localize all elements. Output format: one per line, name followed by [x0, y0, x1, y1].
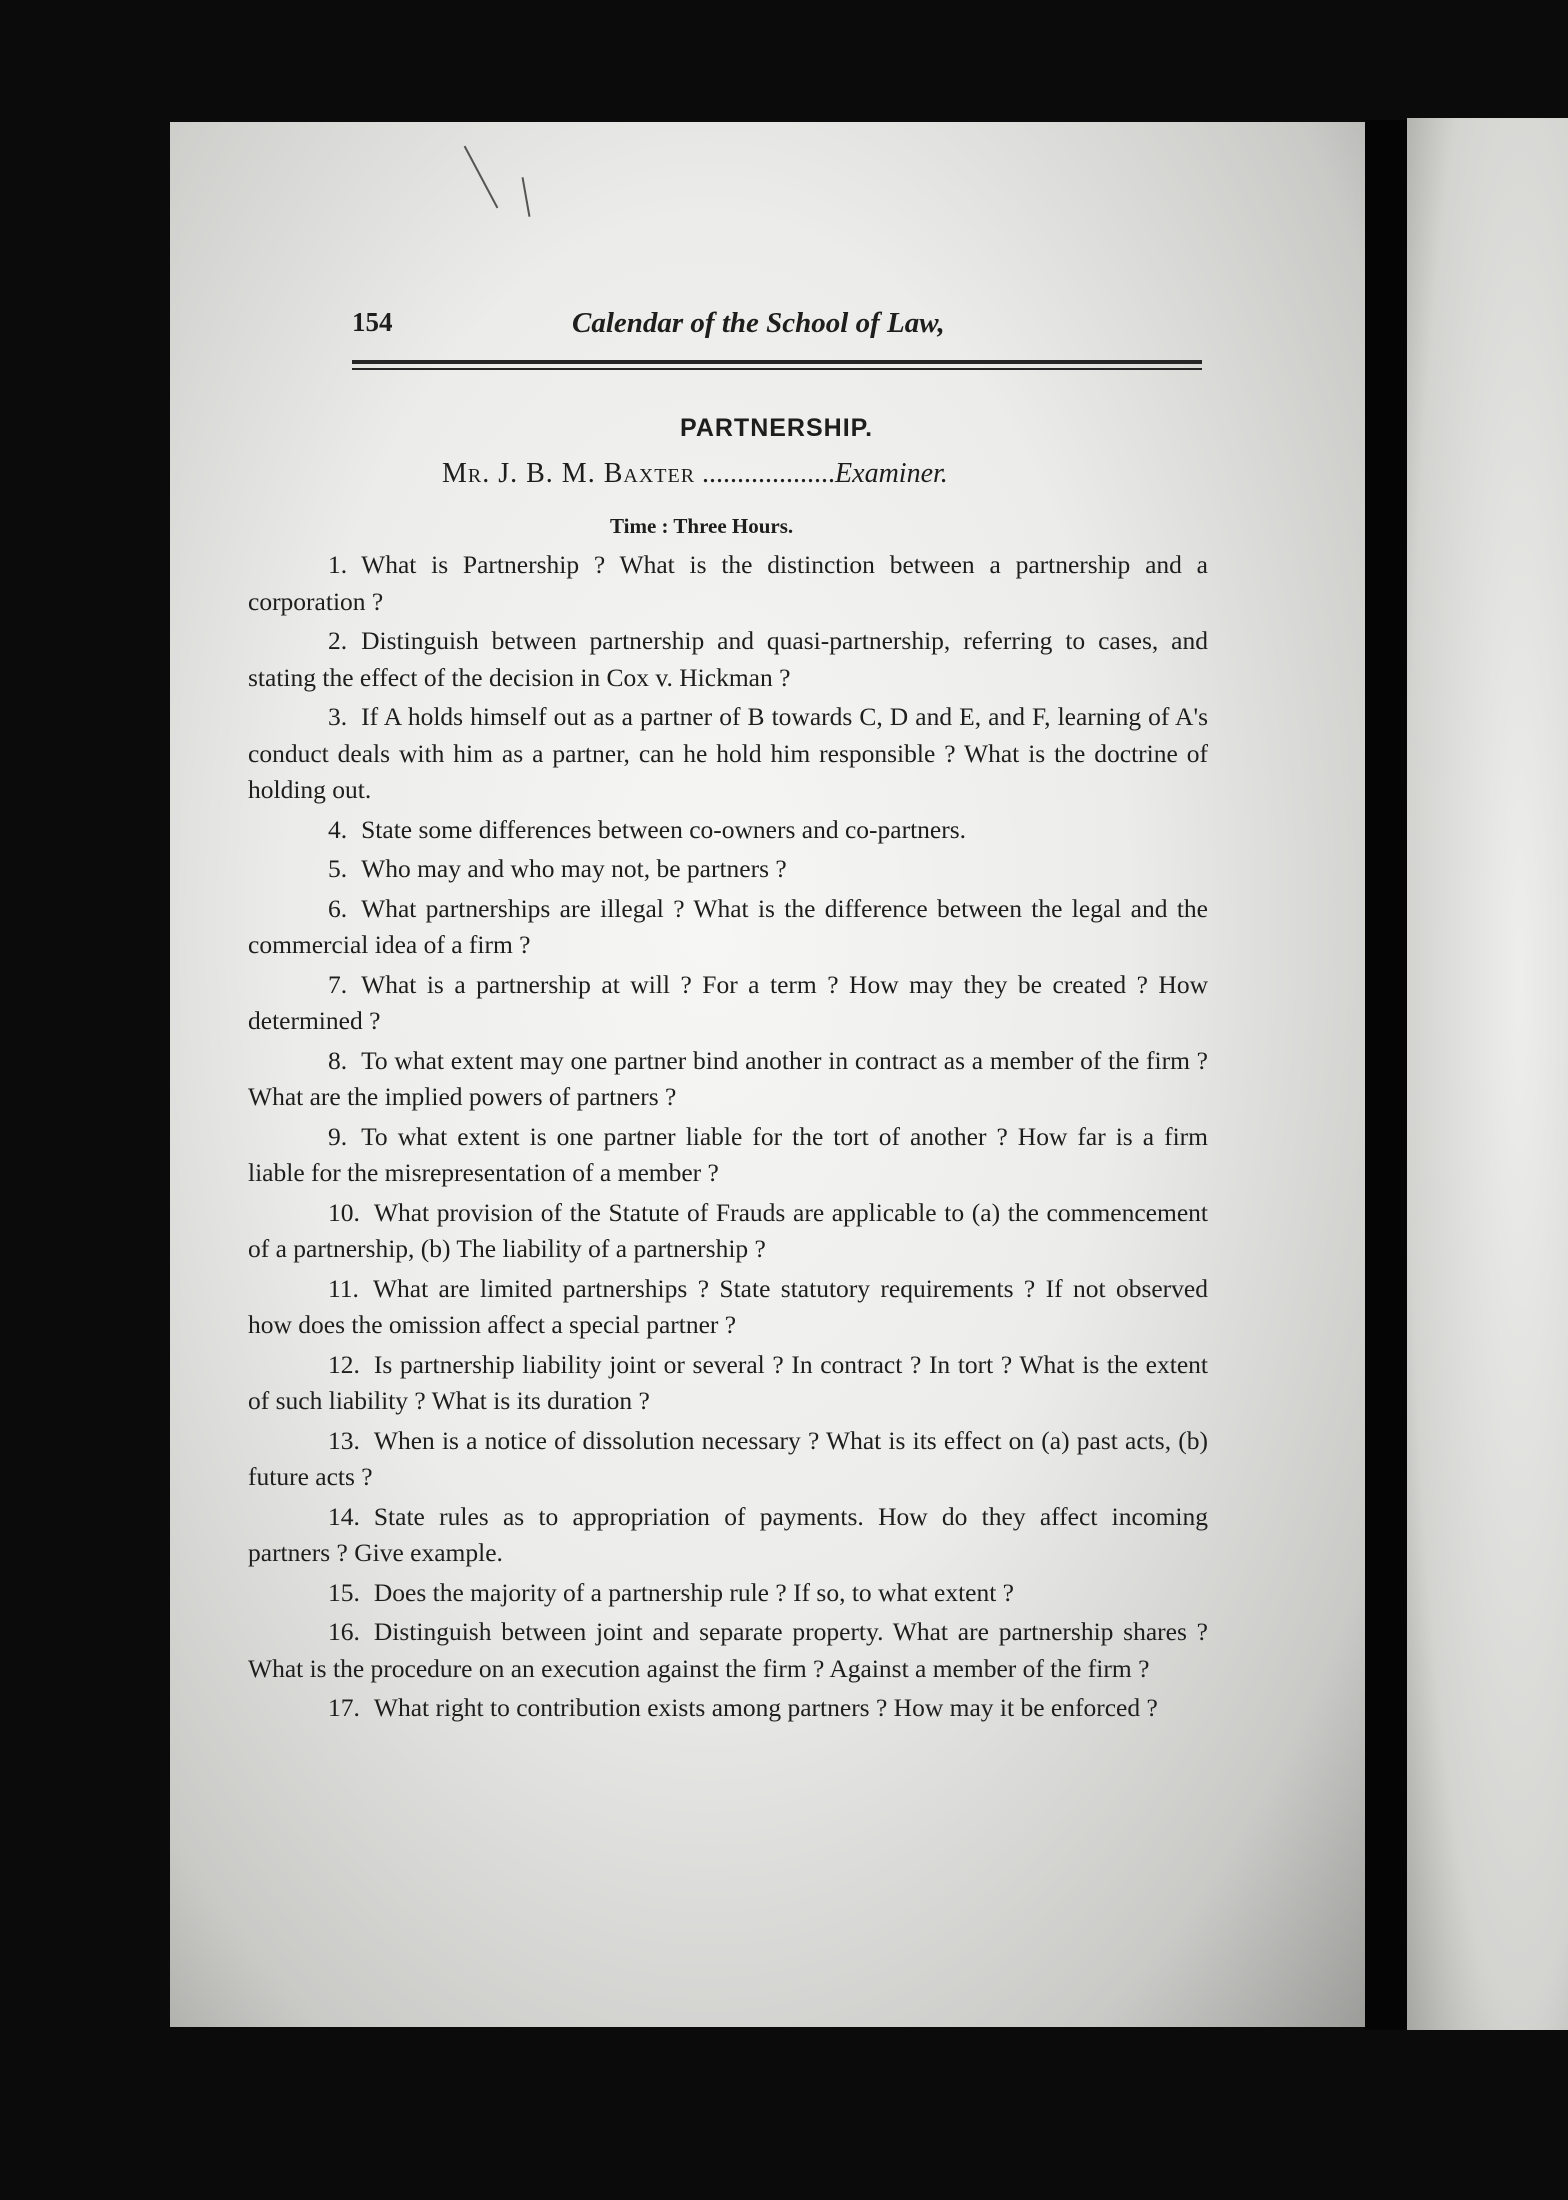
question-text: What partnerships are illegal ? What is the difference between the legal and the commercial idea of a firm ?: [248, 893, 1208, 959]
book-gutter: [1365, 120, 1407, 2030]
question-number: 8.: [328, 1045, 348, 1075]
header-rule: [352, 360, 1202, 364]
question: [248, 1575, 1208, 1612]
question-number: 7.: [328, 969, 348, 999]
facing-page-edge: [1407, 118, 1568, 2030]
question-text: What right to contribution exists among partners ? How may it be enforced ?: [373, 1693, 1158, 1722]
question-text: State some differences between co-owners and co-partners.: [361, 814, 967, 844]
question-list: [248, 547, 1208, 1730]
question-text: What is a partnership at will ? For a term ? How may they be created ? How determined ?: [248, 969, 1208, 1035]
question-number: 3.: [328, 702, 348, 731]
question: [248, 1043, 1208, 1116]
question-number: 17.: [328, 1693, 360, 1722]
question: [248, 1614, 1208, 1687]
question: [248, 891, 1208, 964]
examiner-role: Examiner.: [835, 458, 948, 489]
question: [248, 851, 1208, 888]
examiner-dots: ...................: [702, 458, 836, 489]
page-number: 154: [352, 307, 393, 337]
question: [248, 1271, 1208, 1344]
header-rule: [352, 368, 1202, 370]
question-text: To what extent is one partner liable for the tort of another ? How far is a firm liable for the misrepresentation of a member ?: [248, 1121, 1208, 1187]
question: [248, 1499, 1208, 1572]
question-text: What are limited partnerships ? State statutory requirements ? If not observed how does the omission affect a special partner ?: [248, 1273, 1208, 1339]
question-text: Distinguish between partnership and quasi-partnership, referring to cases, and stating the effect of the decision in Cox v. Hickman ?: [248, 626, 1208, 692]
question-number: 5.: [328, 854, 348, 883]
running-head: [352, 307, 1365, 367]
question-text: What is Partnership ? What is the distinction between a partnership and a corporation ?: [248, 550, 1208, 616]
question: [248, 623, 1208, 696]
question-text: Who may and who may not, be partners ?: [361, 854, 787, 883]
question: [248, 1119, 1208, 1192]
question-text: To what extent may one partner bind another in contract as a member of the firm ? What are the implied powers of partners ?: [248, 1045, 1208, 1111]
examiner-name: Mr. J. B. M. Baxter: [442, 458, 696, 489]
question-number: 16.: [328, 1617, 360, 1646]
question-number: 1.: [328, 550, 348, 579]
pencil-stroke: [464, 146, 499, 209]
question-number: 10.: [328, 1197, 360, 1227]
question: [248, 1690, 1208, 1727]
question-number: 13.: [328, 1425, 360, 1455]
question-number: 9.: [328, 1121, 348, 1151]
scanned-page: [170, 122, 1365, 2027]
question-number: 6.: [328, 893, 348, 923]
question: [248, 547, 1208, 620]
question: [248, 967, 1208, 1040]
question-text: When is a notice of dissolution necessary ? What is its effect on (a) past acts, (b) future acts ?: [248, 1425, 1208, 1491]
question: [248, 812, 1208, 849]
question: [248, 1347, 1208, 1420]
question-text: State rules as to appropriation of payments. How do they affect incoming partners ? Give example.: [248, 1501, 1208, 1567]
question-text: If A holds himself out as a partner of B towards C, D and E, and F, learning of A's conduct deals with him as a partner, can he hold him responsible ? What is the doctrine of holding out.: [248, 702, 1208, 804]
question: [248, 1195, 1208, 1268]
question-text: Distinguish between joint and separate property. What are partnership shares ? What is the procedure on an execution against the firm ? Against a member of the firm ?: [248, 1617, 1208, 1683]
pencil-stroke: [522, 177, 531, 217]
question-number: 14.: [328, 1501, 360, 1531]
question-number: 15.: [328, 1577, 360, 1607]
question: [248, 1423, 1208, 1496]
question-number: 11.: [328, 1273, 359, 1303]
examiner-line: [442, 458, 1242, 490]
question-text: What provision of the Statute of Frauds are applicable to (a) the commencement of a partnership, (b) The liability of a partnership ?: [248, 1197, 1208, 1263]
question: [248, 699, 1208, 809]
question-number: 2.: [328, 626, 348, 655]
time-allowed: Time : Three Hours.: [610, 514, 794, 538]
question-text: Is partnership liability joint or several ? In contract ? In tort ? What is the extent of such liability ? What is its duration ?: [248, 1349, 1208, 1415]
section-title: PARTNERSHIP.: [680, 414, 874, 442]
question-text: Does the majority of a partnership rule ? If so, to what extent ?: [373, 1577, 1015, 1607]
question-number: 12.: [328, 1349, 360, 1379]
question-number: 4.: [328, 814, 348, 844]
running-title: Calendar of the School of Law,: [572, 307, 945, 339]
